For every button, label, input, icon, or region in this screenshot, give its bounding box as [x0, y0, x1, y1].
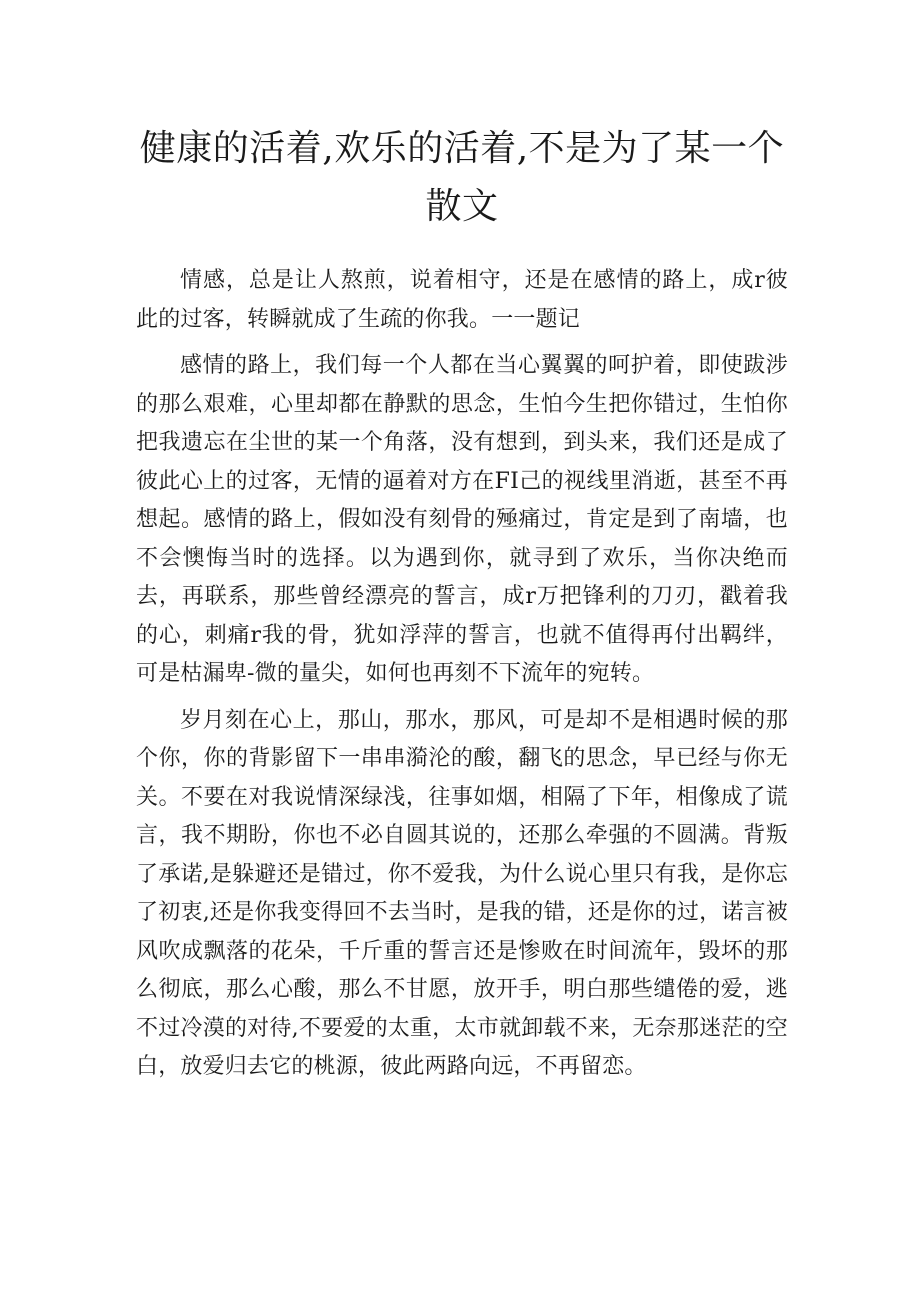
- page-title: 健康的活着,欢乐的活着,不是为了某一个散文: [139, 128, 785, 227]
- epigraph-paragraph: 情感，总是让人熬煎，说着相守，还是在感情的路上，成r彼此的过客，转瞬就成了生疏的你我。一一题记: [136, 268, 788, 332]
- body-paragraph-1: 感情的路上，我们每一个人都在当心翼翼的呵护着，即使跋涉的那么艰难，心里却都在静默的思念，生怕今生把你错过，生怕你把我遗忘在尘世的某一个角落，没有想到，到头来，我们还是成了彼此心上的过客，无情的逼着对方在FI己的视线里消逝，甚至不再想起。感情的路上，假如没有刻骨的殛痛过，肯定是到了南墙，也不会懊悔当时的选择。以为遇到你，就寻到了欢乐，当你决绝而去，再联系，那些曾经漂亮的誓言，成r万把锋利的刀刃，戳着我的心，刺痛r我的骨，犹如浮萍的誓言，也就不值得再付出羁绊，可是枯漏卑-微的量尖，如何也再刻不下流年的宛转。: [136, 353, 788, 686]
- body-paragraph-2: 岁月刻在心上，那山，那水，那风，可是却不是相遇时候的那个你，你的背影留下一串串漪沦的酸，翻飞的思念，早已经与你无关。不要在对我说情深绿浅，往事如烟，相隔了下年，相像成了谎言，我不期盼，你也不必自圆其说的，还那么牵强的不圆满。背叛了承诺,是躲避还是错过，你不爱我，为什么说心里只有我，是你忘了初衷,还是你我变得回不去当时，是我的错，还是你的过，诺言被风吹成飘落的花朵，千斤重的誓言还是惨败在时间流年，毁坏的那么彻底，那么心酸，那么不甘愿，放开手，明白那些缱倦的爱，逃不过冷漠的对待,不要爱的太重，太市就卸载不来，无奈那迷茫的空白，放爱归去它的桃源，彼此两路向远，不再留恋。: [136, 707, 788, 1079]
- article-body: [136, 262, 788, 1095]
